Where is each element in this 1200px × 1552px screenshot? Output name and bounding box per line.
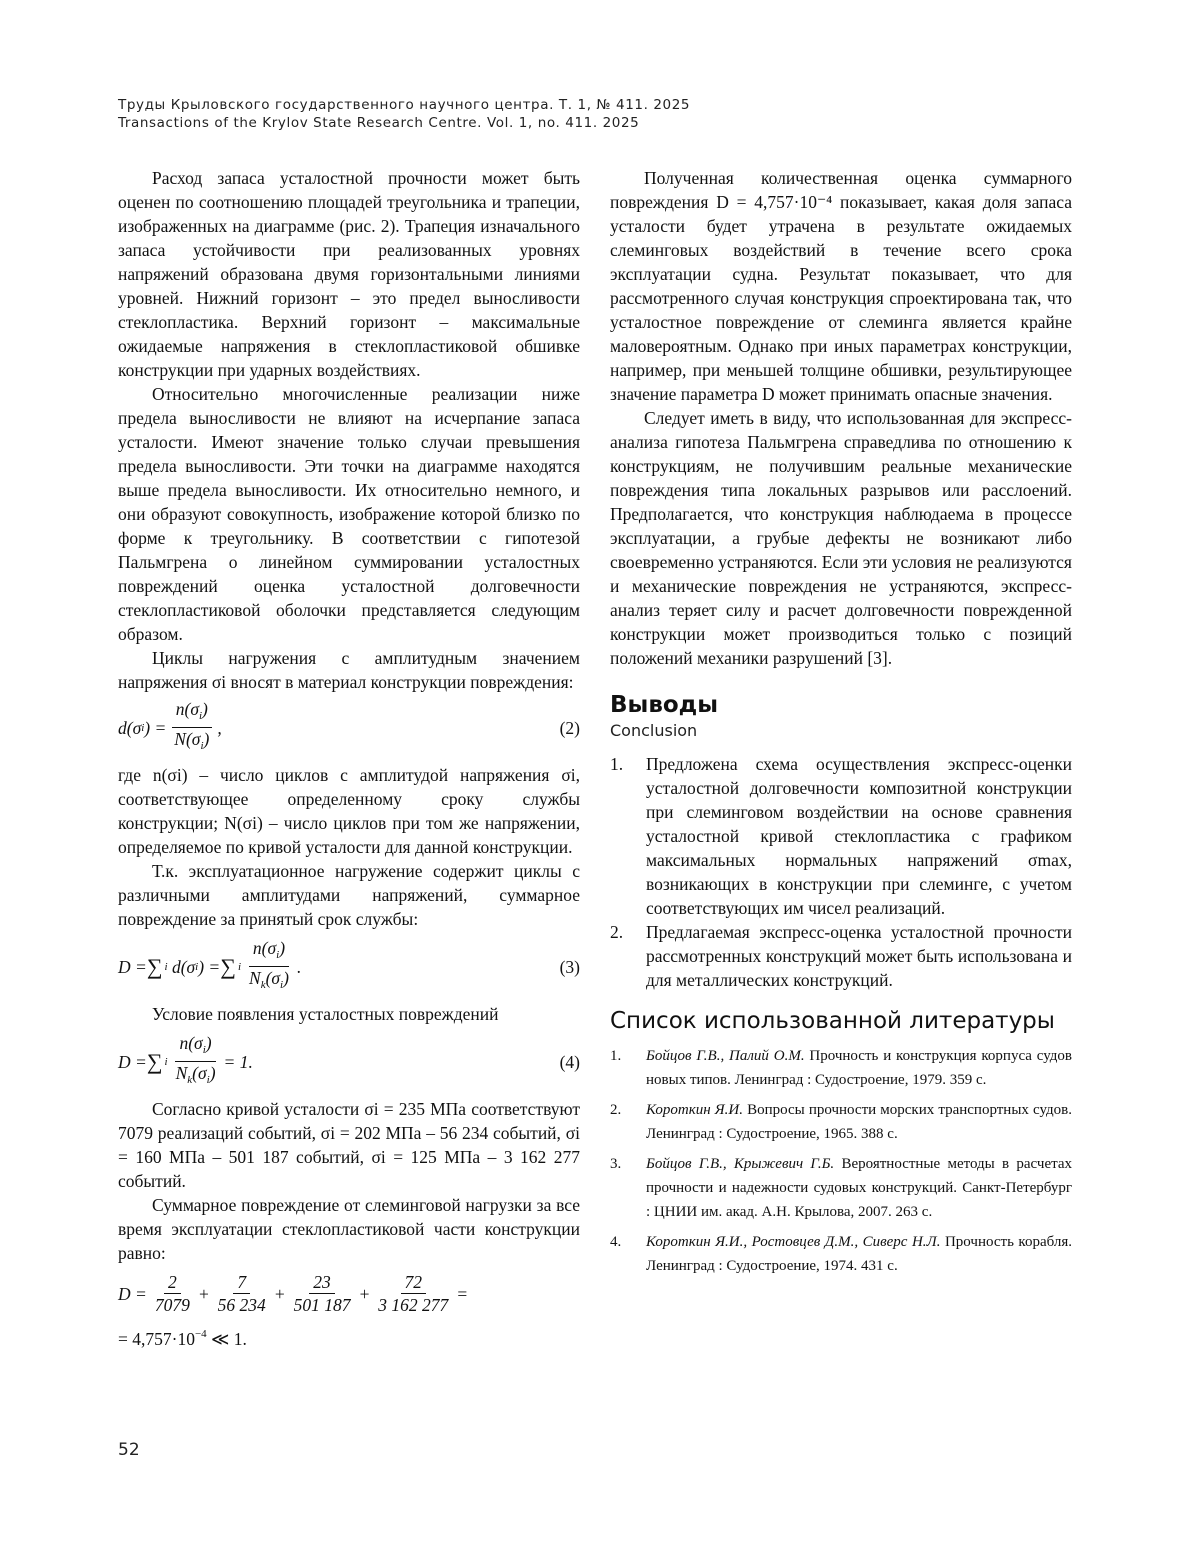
header-en: Transactions of the Krylov State Research Centre. Vol. 1, no. 411. 2025 [118,115,640,131]
conclusions-subheading: Conclusion [610,721,698,740]
conclusions-list [610,752,1072,992]
equation-2: d(σ i ) = $\frac{n(\sigma_i)}{N(\sigma_i)}$ , (2) [118,699,580,752]
paragraph: Условие появления усталостных повреждений [152,1004,499,1024]
equation-number: (4) [559,1051,580,1072]
page-number: 52 [118,1440,140,1460]
paragraph: Т.к. эксплуатационное нагружение содержит циклы с различными амплитудами напряжений, суммарное повреждение за принятый срок службы: [118,861,580,929]
left-column [118,166,580,1351]
conclusions-heading: Выводы [610,692,719,718]
reference-item: 2. Короткин Я.И. Вопросы прочности морских транспортных судов. Ленинград : Судостроение, 1965. 388 с. [610,1102,1072,1142]
right-column [610,166,1072,1284]
equation-4: D = ∑ i $\frac{n(\sigma_i)}{N_k(\sigma_i)}$ = 1. (4) [118,1033,580,1086]
reference-item: 1. Бойцов Г.В., Палий О.М. Прочность и конструкция корпуса судов новых типов. Ленинград : Судостроение, 1979. 359 с. [610,1048,1073,1088]
reference-item: 4. Короткин Я.И., Ростовцев Д.М., Сиверс Н.Л. Прочность корабля. Ленинград : Судостроение, 1974. 431 с. [610,1234,1072,1274]
list-item: 2. Предлагаемая экспресс-оценка усталостной прочности рассмотренных конструкций может быть использована и для металлических конструкций. [610,922,1072,990]
paragraph: Расход запаса усталостной прочности может быть оценен по соотношению площадей треугольника и трапеции, изображенных на диаграмме (рис. 2). Трапеция изначального запаса устойчивости при реализованных уровнях напряжений образована двумя горизонтальными линиями уровней. Нижний горизонт – это предел выносливости стеклопластика. Верхний горизонт – максимальные ожидаемые напряжения в стеклопластиковой обшивке конструкции при ударных воздействиях. [118,168,580,380]
references-heading: Список использованной литературы [610,1008,1055,1034]
equation-3: D = ∑ i d(σ i ) = ∑ i $\frac{n(\sigma_i)}{N_k(\sigma_i)}$ . (3) [118,938,580,991]
header-ru: Труды Крыловского государственного научного центра. Т. 1, № 411. 2025 [118,97,691,113]
equation-number: (3) [559,956,580,977]
paragraph: где n(σi) – число циклов с амплитудой напряжения σi, соответствующее определенному сроку службы конструкции; N(σi) – число циклов при том же напряжении, определяемое по кривой усталости для данной конструкции. [118,765,580,857]
list-item: 1. Предложена схема осуществления экспресс-оценки усталостной долговечности композитной конструкции при слеминговом воздействии на основе сравнения усталостной кривой стеклопластика с графиком максимальных нормальных напряжений σmax, возникающих в конструкции при слеминге, с учетом соответствующих им чисел реализаций. [610,754,1072,918]
paragraph: Согласно кривой усталости σi = 235 МПа соответствуют 7079 реализаций событий, σi = 202 МПа – 56 234 событий, σi = 160 МПа – 501 187 событий, σi = 125 МПа – 3 162 277 событий. [118,1099,580,1191]
references-list [610,1044,1072,1278]
journal-header [118,96,690,132]
paragraph: Циклы нагружения с амплитудным значением напряжения σi вносят в материал конструкции повреждения: [118,648,580,692]
equation-5-result: = $4,757\cdot 10^{-4}$ ≪ 1. [118,1328,247,1349]
paragraph: Суммарное повреждение от слеминговой нагрузки за все время эксплуатации стеклопластиковой части конструкции равно: [118,1195,580,1263]
paragraph: Следует иметь в виду, что использованная для экспресс-анализа гипотеза Пальмгрена справедлива по отношению к конструкциям, не получившим реальные механические повреждения типа локальных разрывов или расслоений. Предполагается, что конструкция наблюдаема в процессе эксплуатации, а грубые дефекты не возникают либо своевременно устраняются. Если эти условия не реализуются и механические повреждения не устраняются, экспресс-анализ теряет силу и расчет долговечности поврежденной конструкции может производиться только с позиций положений механики разрушений [3]. [610,408,1072,668]
equation-number: (2) [559,717,580,738]
reference-item: 3. Бойцов Г.В., Крыжевич Г.Б. Вероятностные методы в расчетах прочности и надежности судовых конструкций. Санкт-Петербург : ЦНИИ им. акад. А.Н. Крылова, 2007. 263 с. [610,1156,1072,1220]
paragraph: Полученная количественная оценка суммарного повреждения D = 4,757·10⁻⁴ показывает, какая доля запаса усталости будет утрачена в результате ожидаемых слеминговых воздействий в течение всего срока эксплуатации судна. Результат показывает, что для рассмотренного случая конструкция спроектирована так, что усталостное повреждение от слеминга является крайне маловероятным. Однако при иных параметрах конструкции, например, при меньшей толщине обшивки, результирующее значение параметра D может принимать опасные значения. [610,168,1072,404]
equation-5: D = $\frac{2}{7079}$ + $\frac{7}{56 234}$ + $\frac{23}{501 187}$ + $\frac{72}{3 162 277}$ = [118,1272,469,1315]
paragraph: Относительно многочисленные реализации ниже предела выносливости не влияют на исчерпание запаса усталости. Имеют значение только случаи превышения предела выносливости. Эти точки на диаграмме находятся выше предела выносливости. Их относительно немного, и они образуют совокупность, изображение которой близко по форме к треугольнику. В соответствии с гипотезой Пальмгрена о линейном суммировании усталостных повреждений оценка усталостной долговечности стеклопластиковой оболочки представляется следующим образом. [118,384,580,644]
